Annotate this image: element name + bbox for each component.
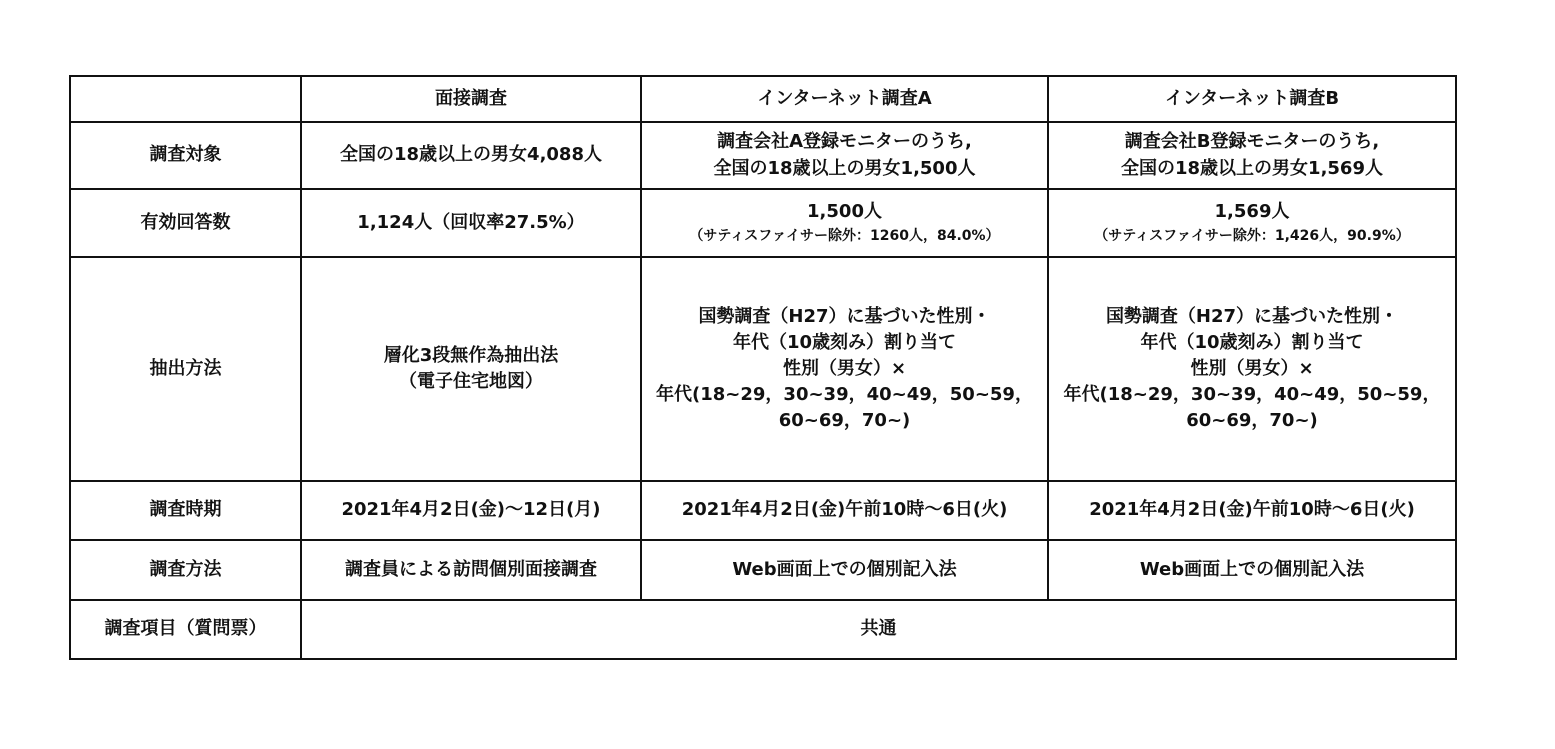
cell-line: 全国の18歳以上の男女1,569人	[1121, 157, 1383, 179]
cell-method-net-a	[641, 257, 1048, 481]
header-row	[70, 76, 1456, 122]
cell-target-net-a	[641, 122, 1048, 189]
row-valid-responses	[70, 189, 1456, 257]
cell-target-net-b	[1048, 122, 1456, 189]
cell-line: 国勢調査（H27）に基づいた性別・	[698, 305, 991, 327]
cell-line: 全国の18歳以上の男女1,500人	[713, 157, 976, 179]
cell-method-face	[301, 257, 641, 481]
cell-valid-net-a	[641, 189, 1048, 257]
cell-line-note: （サティスファイサー除外：1260人，84.0%）	[689, 227, 1000, 244]
cell-line: （電子住宅地図）	[399, 371, 543, 392]
cell-line: 性別（男女）×	[1190, 357, 1314, 379]
cell-line: 年代(18~29，30~39，40~49，50~59，	[656, 384, 1033, 406]
cell-way-net-b: Web画面上での個別記入法	[1048, 540, 1456, 600]
cell-period-net-b: 2021年4月2日(金)午前10時～6日(火)	[1048, 481, 1456, 540]
cell-valid-net-b	[1048, 189, 1456, 257]
cell-line: 調査会社B登録モニターのうち,	[1124, 131, 1380, 153]
survey-comparison-table	[69, 75, 1457, 660]
cell-period-net-a: 2021年4月2日(金)午前10時～6日(火)	[641, 481, 1048, 540]
row-label-valid: 有効回答数	[70, 189, 301, 257]
cell-line: 国勢調査（H27）に基づいた性別・	[1105, 305, 1399, 327]
row-label-period: 調査時期	[70, 481, 301, 540]
row-label-target: 調査対象	[70, 122, 301, 189]
row-survey-target	[70, 122, 1456, 189]
row-survey-method	[70, 540, 1456, 600]
cell-line: 性別（男女）×	[782, 357, 907, 379]
row-survey-items	[70, 600, 1456, 659]
row-sampling-method	[70, 257, 1456, 481]
cell-line: 調査会社A登録モニターのうち,	[717, 131, 972, 153]
cell-line-note: （サティスファイサー除外：1,426人，90.9%）	[1094, 227, 1410, 244]
cell-line: 年代(18~29，30~39，40~49，50~59，	[1063, 384, 1441, 406]
cell-target-face: 全国の18歳以上の男女4,088人	[301, 122, 641, 189]
header-internet-a: インターネット調査A	[641, 76, 1048, 122]
header-corner-cell	[70, 76, 301, 122]
row-label-method: 抽出方法	[70, 257, 301, 481]
row-label-way: 調査方法	[70, 540, 301, 600]
cell-way-face: 調査員による訪問個別面接調査	[301, 540, 641, 600]
header-face-to-face: 面接調査	[301, 76, 641, 122]
header-internet-b: インターネット調査B	[1048, 76, 1456, 122]
cell-line-main: 1,500人	[807, 201, 882, 223]
cell-valid-face: 1,124人（回収率27.5%）	[301, 189, 641, 257]
cell-line: 年代（10歳刻み）割り当て	[732, 331, 957, 353]
cell-period-face: 2021年4月2日(金)～12日(月)	[301, 481, 641, 540]
cell-line: 層化3段無作為抽出法	[383, 344, 559, 366]
cell-method-net-b	[1048, 257, 1456, 481]
cell-line: 年代（10歳刻み）割り当て	[1140, 331, 1364, 353]
cell-line-main: 1,569人	[1214, 201, 1290, 223]
cell-line: 60~69，70~)	[778, 410, 911, 432]
cell-way-net-a: Web画面上での個別記入法	[641, 540, 1048, 600]
row-label-items: 調査項目（質問票）	[70, 600, 301, 659]
cell-line: 60~69，70~)	[1186, 410, 1318, 432]
cell-items-common: 共通	[301, 600, 1456, 659]
row-survey-period	[70, 481, 1456, 540]
